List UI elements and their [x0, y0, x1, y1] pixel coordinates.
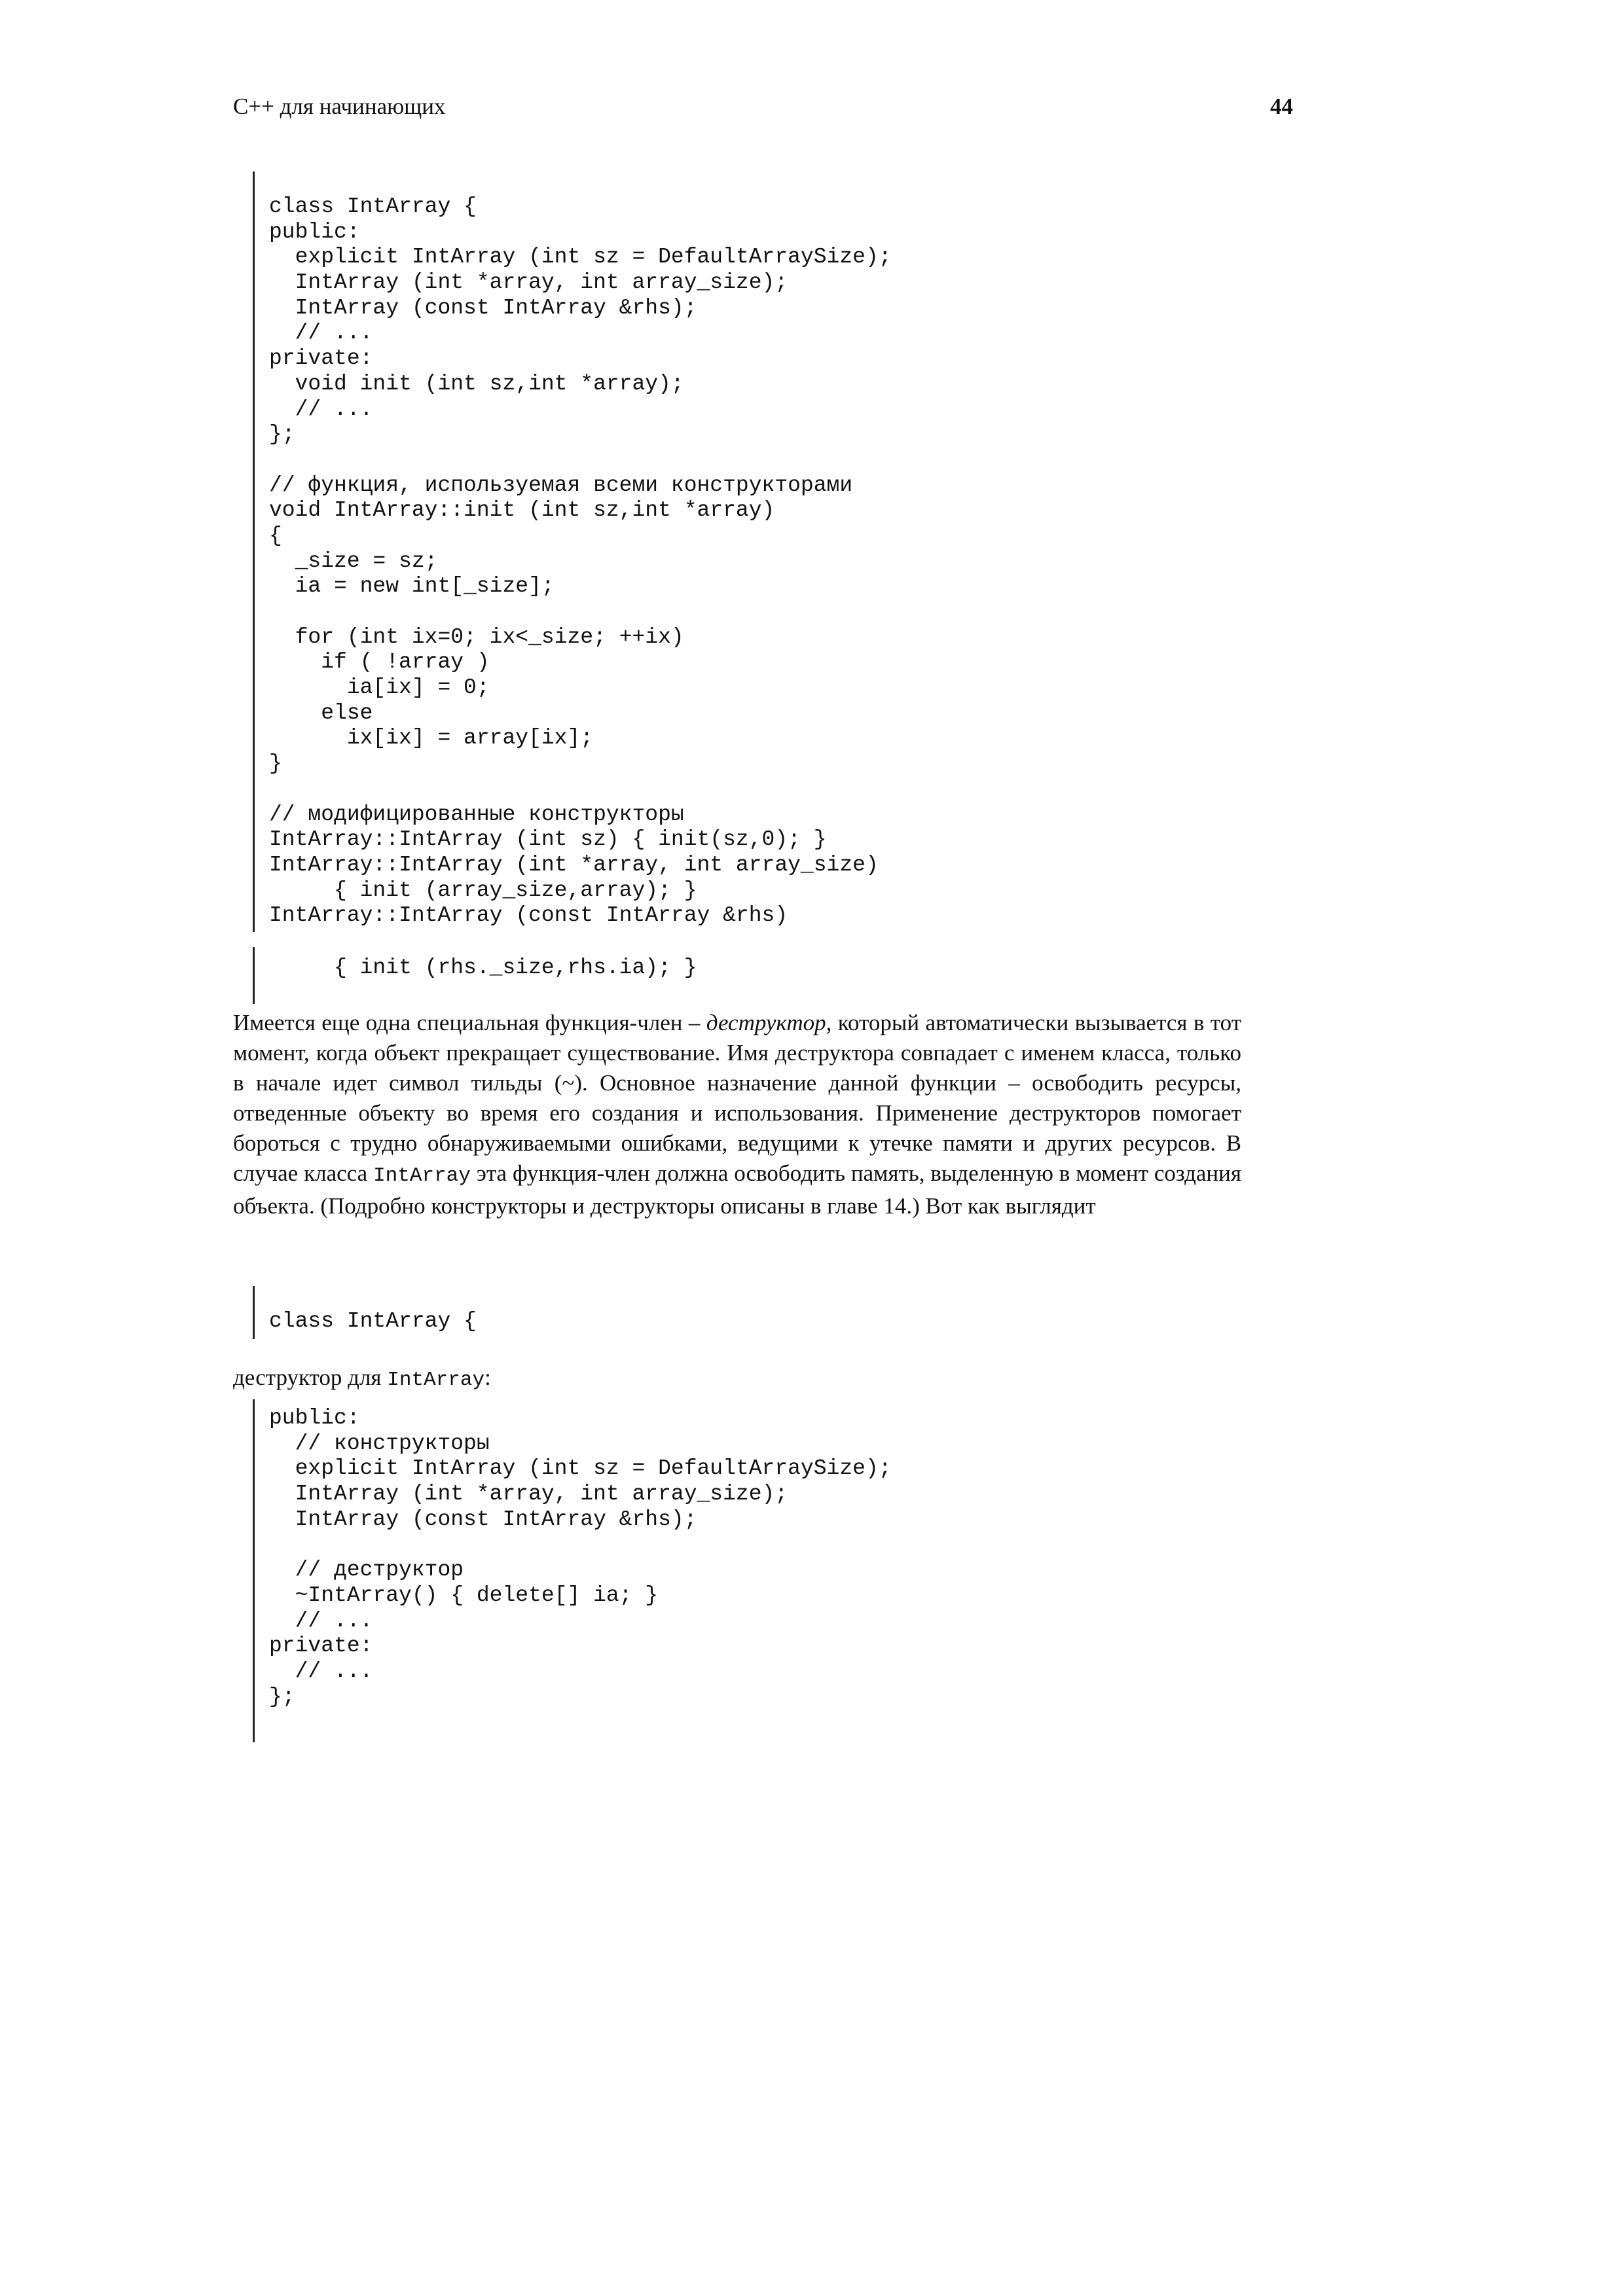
code-block-destructor-class: [253, 1399, 892, 1742]
code-line: IntArray::IntArray (int sz) { init(sz,0); }: [269, 827, 827, 852]
code-line: ia[ix] = 0;: [269, 675, 490, 700]
code-line: }: [269, 751, 282, 776]
code-line: void IntArray::init (int sz,int *array): [269, 498, 775, 523]
paragraph-text-part-2: который автоматически вызывается в тот момент, когда объект прекращает существование. Имя деструктора совпадает с именем класса, только в начале идет символ тильды (~). Основное назначение данной функции – освободить ресурсы, отведенные объекту во время его создания и использования. Применение деструкторов помогает бороться с трудно обнаруживаемыми ошибками, ведущими к утечке памяти и других ресурсов. В случае класса: [233, 1010, 1241, 1186]
caption-suffix: :: [484, 1365, 491, 1390]
code-line: IntArray::IntArray (int *array, int array_size): [269, 852, 879, 877]
code-line: [269, 777, 892, 802]
code-line: ~IntArray() { delete[] ia; }: [269, 1583, 659, 1607]
code-line: [269, 1532, 892, 1558]
code-line: };: [269, 422, 295, 447]
code-line: public:: [269, 219, 360, 244]
code-line: IntArray (const IntArray &rhs);: [269, 295, 697, 320]
code-line: class IntArray {: [269, 1309, 477, 1333]
caption-inline-code: IntArray: [387, 1369, 485, 1391]
code-line: // деструктор: [269, 1558, 464, 1583]
code-line: [269, 448, 892, 473]
code-line: // ...: [269, 397, 373, 422]
code-line: private:: [269, 1634, 373, 1659]
code-line: else: [269, 700, 373, 725]
code-line: };: [269, 1684, 295, 1709]
destructor-caption: [233, 1365, 491, 1393]
paragraph-text-part-1: Имеется еще одна специальная функция-член –: [233, 1010, 706, 1035]
page-header-title: C++ для начинающих: [233, 94, 446, 119]
code-block-copy-constructor-body: [253, 947, 697, 1004]
caption-text: деструктор для: [233, 1365, 388, 1390]
code-line: // ...: [269, 321, 373, 346]
code-line: [269, 600, 892, 625]
code-line: // ...: [269, 1608, 373, 1633]
code-line: private:: [269, 346, 373, 371]
code-line: IntArray (const IntArray &rhs);: [269, 1507, 697, 1532]
code-block-intarray-init: [253, 171, 892, 932]
code-line: // модифицированные конструкторы: [269, 802, 684, 827]
code-line: public:: [269, 1406, 360, 1430]
code-line: explicit IntArray (int sz = DefaultArraySize);: [269, 1456, 892, 1481]
code-line: void init (int sz,int *array);: [269, 371, 684, 396]
code-line: { init (rhs._size,rhs.ia); }: [269, 956, 697, 980]
paragraph-text-part-3: эта функция-член должна освободить память, выделенную в момент создания объекта. (Подробно конструкторы и деструкторы описаны в главе 14.) Вот как выглядит: [233, 1160, 1241, 1219]
code-line: // конструкторы: [269, 1431, 490, 1456]
code-line: explicit IntArray (int sz = DefaultArraySize);: [269, 245, 892, 270]
code-line: // ...: [269, 1659, 373, 1683]
paragraph-inline-code: IntArray: [373, 1164, 471, 1187]
code-line: IntArray::IntArray (const IntArray &rhs): [269, 903, 788, 928]
page-number: 44: [1270, 94, 1293, 119]
code-line: IntArray (int *array, int array_size);: [269, 270, 788, 295]
code-line: {: [269, 523, 282, 548]
code-line: { init (array_size,array); }: [269, 878, 697, 903]
code-line: ia = new int[_size];: [269, 574, 555, 599]
code-line: ix[ix] = array[ix];: [269, 726, 594, 751]
code-block-class-header: [253, 1286, 477, 1339]
code-line: for (int ix=0; ix<_size; ++ix): [269, 624, 684, 649]
destructor-paragraph: [233, 1008, 1241, 1221]
code-line: _size = sz;: [269, 548, 438, 573]
code-line: IntArray (int *array, int array_size);: [269, 1482, 788, 1507]
code-line: if ( !array ): [269, 650, 490, 675]
code-line: // функция, используемая всеми конструкторами: [269, 473, 853, 497]
paragraph-term-destructor: деструктор,: [706, 1010, 832, 1035]
code-line: class IntArray {: [269, 194, 477, 219]
